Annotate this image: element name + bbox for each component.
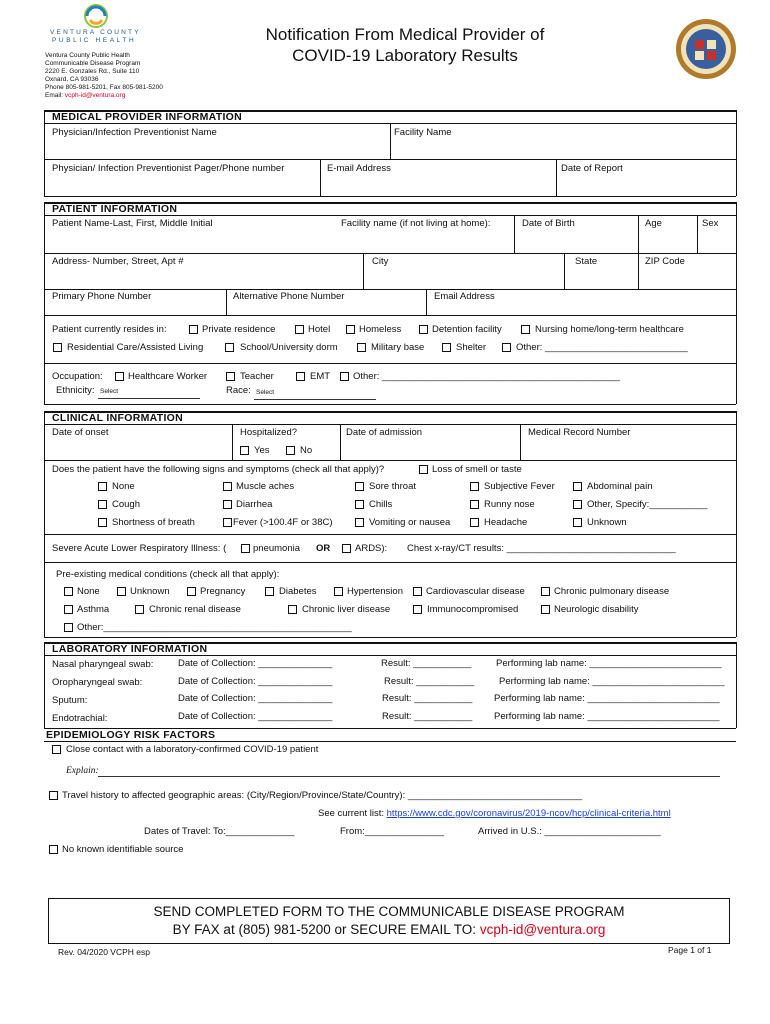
symptom-chills-checkbox[interactable] <box>355 500 364 509</box>
section-heading-epi: EPIDEMIOLOGY RISK FACTORS <box>46 729 216 741</box>
ethnicity-label: Ethnicity: <box>56 385 95 396</box>
option-label: Chills <box>369 499 393 510</box>
lab-row-label: Endotrachial: <box>52 713 108 724</box>
condition-asthma-checkbox[interactable] <box>64 605 73 614</box>
send-line2-wrap <box>49 921 729 939</box>
occupation-label: Occupation: <box>52 371 103 382</box>
condition-unknown-checkbox[interactable] <box>117 587 126 596</box>
condition-renal-checkbox[interactable] <box>135 605 144 614</box>
option-label: Shortness of breath <box>112 517 195 528</box>
no-source-label: No known identifiable source <box>62 844 184 855</box>
travel-dates-field[interactable]: Dates of Travel: To:_____________ <box>144 826 295 837</box>
option-label: ARDS): <box>355 543 388 554</box>
travel-field[interactable]: Travel history to affected geographic areas: (City/Region/Province/State/Country): _________________________________ <box>62 790 583 801</box>
onset-label: Date of onset <box>52 427 109 438</box>
option-label: Loss of smell or taste <box>432 464 522 475</box>
resides-other-field[interactable]: Other: ___________________________ <box>516 342 688 353</box>
option-label: Chronic pulmonary disease <box>554 586 670 597</box>
condition-neuro-checkbox[interactable] <box>541 605 550 614</box>
symptom-sob-checkbox[interactable] <box>98 518 107 527</box>
option-label: School/University dorm <box>240 342 338 353</box>
symptom-none-checkbox[interactable] <box>98 482 107 491</box>
resides-private-checkbox[interactable] <box>189 325 198 334</box>
occupation-other-checkbox[interactable] <box>340 372 349 381</box>
symptom-cough-checkbox[interactable] <box>98 500 107 509</box>
symptom-loss-smell-checkbox[interactable] <box>419 465 428 474</box>
resides-other-checkbox[interactable] <box>502 343 511 352</box>
form-title <box>230 24 580 66</box>
lab-row-label: Nasal pharyngeal swab: <box>52 659 154 670</box>
resides-nursing-checkbox[interactable] <box>521 325 530 334</box>
option-label: Residential Care/Assisted Living <box>67 342 204 353</box>
occupation-teacher-checkbox[interactable] <box>226 372 235 381</box>
hospitalized-no-checkbox[interactable] <box>286 446 295 455</box>
option-label: None <box>112 481 135 492</box>
logo-line2: PUBLIC HEALTH <box>52 37 137 44</box>
option-label: Sore throat <box>369 481 416 492</box>
age-label: Age <box>645 218 662 229</box>
send-line1: SEND COMPLETED FORM TO THE COMMUNICABLE DISEASE PROGRAM <box>153 904 625 919</box>
revision-label: Rev. 04/2020 VCPH esp <box>58 947 150 957</box>
condition-diabetes-checkbox[interactable] <box>265 587 274 596</box>
resides-detention-checkbox[interactable] <box>419 325 428 334</box>
condition-none-checkbox[interactable] <box>64 587 73 596</box>
condition-liver-checkbox[interactable] <box>288 605 297 614</box>
logo-line1: VENTURA COUNTY <box>50 29 141 36</box>
address-line: 2220 E. Gonzales Rd., Suite 110 <box>45 68 140 75</box>
provider-pager-label: Physician/ Infection Preventionist Pager/Phone number <box>52 163 285 174</box>
option-label: Chronic renal disease <box>149 604 241 615</box>
vcph-logo <box>40 2 152 46</box>
send-line2: BY FAX at (805) 981-5200 or SECURE EMAIL TO: <box>172 922 480 937</box>
primary-phone-label: Primary Phone Number <box>52 291 152 302</box>
symptoms-question: Does the patient have the following signs and symptoms (check all that apply)? <box>52 464 385 475</box>
option-label: None <box>77 586 100 597</box>
ethnicity-select[interactable]: Select <box>100 388 119 395</box>
result-field[interactable]: Result: ___________ <box>382 693 473 704</box>
send-email-link[interactable]: vcph-id@ventura.org <box>479 922 606 937</box>
option-label: Hotel <box>308 324 331 335</box>
email-label: Email: <box>45 92 65 99</box>
arrived-us-field[interactable]: Arrived in U.S.: ______________________ <box>478 826 661 837</box>
result-field[interactable]: Result: ___________ <box>381 658 472 669</box>
symptom-diarrhea-checkbox[interactable] <box>223 500 232 509</box>
option-label: Neurologic disability <box>554 604 639 615</box>
option-label: Cardiovascular disease <box>426 586 525 597</box>
ards-checkbox[interactable] <box>342 544 351 553</box>
collection-date-field[interactable]: Date of Collection: ______________ <box>178 658 333 669</box>
occupation-emt-checkbox[interactable] <box>296 372 305 381</box>
condition-hypertension-checkbox[interactable] <box>334 587 343 596</box>
option-label: Healthcare Worker <box>128 371 208 382</box>
option-label: Vomiting or nausea <box>369 517 451 528</box>
preexisting-label: Pre-existing medical conditions (check all that apply): <box>56 569 280 580</box>
resides-dorm-checkbox[interactable] <box>225 343 234 352</box>
option-label: EMT <box>310 371 331 382</box>
option-label: Yes <box>254 445 270 456</box>
symptom-headache-checkbox[interactable] <box>470 518 479 527</box>
section-heading-provider: MEDICAL PROVIDER INFORMATION <box>52 111 243 123</box>
sex-label: Sex <box>702 218 719 229</box>
option-label: Diabetes <box>279 586 317 597</box>
option-label: Detention facility <box>432 324 502 335</box>
symptom-other-field[interactable]: Other, Specify:___________ <box>587 499 708 510</box>
department-email-link[interactable]: vcph-id@ventura.org <box>64 92 126 99</box>
lab-row-label: Sputum: <box>52 695 88 706</box>
section-heading-clinical: CLINICAL INFORMATION <box>52 412 184 424</box>
option-label: Runny nose <box>484 499 535 510</box>
option-label: Abdominal pain <box>587 481 653 492</box>
race-select[interactable]: Select <box>256 389 275 396</box>
option-label: Unknown <box>587 517 627 528</box>
title-line1: Notification From Medical Provider of <box>265 25 545 44</box>
close-contact-checkbox[interactable] <box>52 745 61 754</box>
chest-xray-field[interactable]: Chest x-ray/CT results: ________________________________ <box>407 543 676 554</box>
provider-email-label: E-mail Address <box>327 163 391 174</box>
city-label: City <box>372 256 389 267</box>
condition-cardio-checkbox[interactable] <box>413 587 422 596</box>
option-label: Muscle aches <box>236 481 295 492</box>
condition-immuno-checkbox[interactable] <box>413 605 422 614</box>
occupation-hcw-checkbox[interactable] <box>115 372 124 381</box>
option-label: Immunocompromised <box>427 604 519 615</box>
symptom-fever-checkbox[interactable] <box>223 518 232 527</box>
result-field[interactable]: Result: ___________ <box>384 676 475 687</box>
admission-label: Date of admission <box>346 427 423 438</box>
option-label: Teacher <box>240 371 274 382</box>
hospitalized-label: Hospitalized? <box>240 427 298 438</box>
option-label: Shelter <box>456 342 487 353</box>
condition-other-checkbox[interactable] <box>64 623 73 632</box>
state-label: State <box>575 256 598 267</box>
see-list-label: See current list: <box>318 808 387 819</box>
option-label: Nursing home/long-term healthcare <box>535 324 684 335</box>
symptom-vomiting-checkbox[interactable] <box>355 518 364 527</box>
option-label: Private residence <box>202 324 276 335</box>
address-line: Ventura County Public Health <box>45 52 130 59</box>
address-line: Oxnard, CA 93036 <box>45 76 99 83</box>
explain-label: Explain: <box>66 766 99 776</box>
section-heading-patient: PATIENT INFORMATION <box>52 203 178 215</box>
county-seal-icon <box>675 18 737 80</box>
option-label: Chronic liver disease <box>302 604 391 615</box>
facility-name-label: Facility Name <box>394 127 452 138</box>
alt-phone-label: Alternative Phone Number <box>233 291 345 302</box>
collection-date-field[interactable]: Date of Collection: ______________ <box>178 676 333 687</box>
option-label: Headache <box>484 517 528 528</box>
cdc-criteria-link[interactable]: https://www.cdc.gov/coronavirus/2019-ncov/hcp/clinical-criteria.html <box>386 808 671 819</box>
provider-name-label: Physician/Infection Preventionist Name <box>52 127 217 138</box>
hospitalized-yes-checkbox[interactable] <box>240 446 249 455</box>
sari-label: Severe Acute Lower Respiratory Illness: ( <box>52 543 227 554</box>
close-contact-label: Close contact with a laboratory-confirmed COVID-19 patient <box>66 744 319 755</box>
option-label: Diarrhea <box>236 499 273 510</box>
option-label: No <box>300 445 313 456</box>
option-label: Fever (>100.4F or 38C) <box>233 517 333 528</box>
occupation-other-field[interactable]: Other: _____________________________________________ <box>353 371 620 382</box>
option-label: Pregnancy <box>200 586 246 597</box>
travel-from-field[interactable]: From:_______________ <box>340 826 445 837</box>
option-label: Cough <box>112 499 140 510</box>
symptom-subjective-fever-checkbox[interactable] <box>470 482 479 491</box>
symptom-abdominal-checkbox[interactable] <box>573 482 582 491</box>
option-label: Homeless <box>359 324 402 335</box>
option-label: Unknown <box>130 586 170 597</box>
explain-field[interactable] <box>98 776 720 777</box>
option-label: Asthma <box>77 604 110 615</box>
resides-residential-care-checkbox[interactable] <box>53 343 62 352</box>
zip-label: ZIP Code <box>645 256 685 267</box>
pneumonia-checkbox[interactable] <box>241 544 250 553</box>
symptom-sore-throat-checkbox[interactable] <box>355 482 364 491</box>
condition-pregnancy-checkbox[interactable] <box>187 587 196 596</box>
no-source-checkbox[interactable] <box>49 845 58 854</box>
travel-checkbox[interactable] <box>49 791 58 800</box>
address-line: Communicable Disease Program <box>45 60 141 67</box>
dob-label: Date of Birth <box>522 218 575 229</box>
department-address <box>45 52 163 100</box>
option-label: Subjective Fever <box>484 481 555 492</box>
symptom-muscle-checkbox[interactable] <box>223 482 232 491</box>
address-line: Phone 805-981-5201, Fax 805-981-5200 <box>45 84 163 91</box>
collection-date-field[interactable]: Date of Collection: ______________ <box>178 693 333 704</box>
option-label: pneumonia <box>253 543 301 554</box>
resides-homeless-checkbox[interactable] <box>346 325 355 334</box>
collection-date-field[interactable]: Date of Collection: ______________ <box>178 711 333 722</box>
option-label: Military base <box>371 342 425 353</box>
performing-lab-field[interactable]: Performing lab name: _________________________ <box>494 711 720 722</box>
performing-lab-field[interactable]: Performing lab name: _________________________ <box>499 676 725 687</box>
condition-other-field[interactable]: Other:_______________________________________________ <box>77 622 352 633</box>
mrn-label: Medical Record Number <box>528 427 631 438</box>
patient-name-label: Patient Name-Last, First, Middle Initial <box>52 218 213 229</box>
address-email-line <box>45 92 163 100</box>
page-number: Page 1 of 1 <box>668 945 712 955</box>
date-of-report-label: Date of Report <box>561 163 623 174</box>
symptom-runny-nose-checkbox[interactable] <box>470 500 479 509</box>
performing-lab-field[interactable]: Performing lab name: _________________________ <box>494 693 720 704</box>
resides-label: Patient currently resides in: <box>52 324 167 335</box>
resides-military-checkbox[interactable] <box>357 343 366 352</box>
result-field[interactable]: Result: ___________ <box>382 711 473 722</box>
see-list-line <box>318 808 671 820</box>
resides-shelter-checkbox[interactable] <box>442 343 451 352</box>
address-label: Address- Number, Street, Apt # <box>52 256 184 267</box>
patient-facility-label: Facility name (if not living at home): <box>341 218 491 229</box>
symptom-unknown-checkbox[interactable] <box>573 518 582 527</box>
lab-row-label: Oropharyngeal swab: <box>52 677 143 688</box>
resides-hotel-checkbox[interactable] <box>295 325 304 334</box>
or-label: OR <box>316 543 331 554</box>
option-label: Hypertension <box>347 586 403 597</box>
title-line2: COVID-19 Laboratory Results <box>292 46 518 65</box>
section-heading-lab: LABORATORY INFORMATION <box>52 643 208 655</box>
race-label: Race: <box>226 385 251 396</box>
performing-lab-field[interactable]: Performing lab name: _________________________ <box>496 658 722 669</box>
symptom-other-checkbox[interactable] <box>573 500 582 509</box>
condition-pulmonary-checkbox[interactable] <box>541 587 550 596</box>
patient-email-label: Email Address <box>434 291 495 302</box>
submission-instructions-box <box>48 898 730 944</box>
